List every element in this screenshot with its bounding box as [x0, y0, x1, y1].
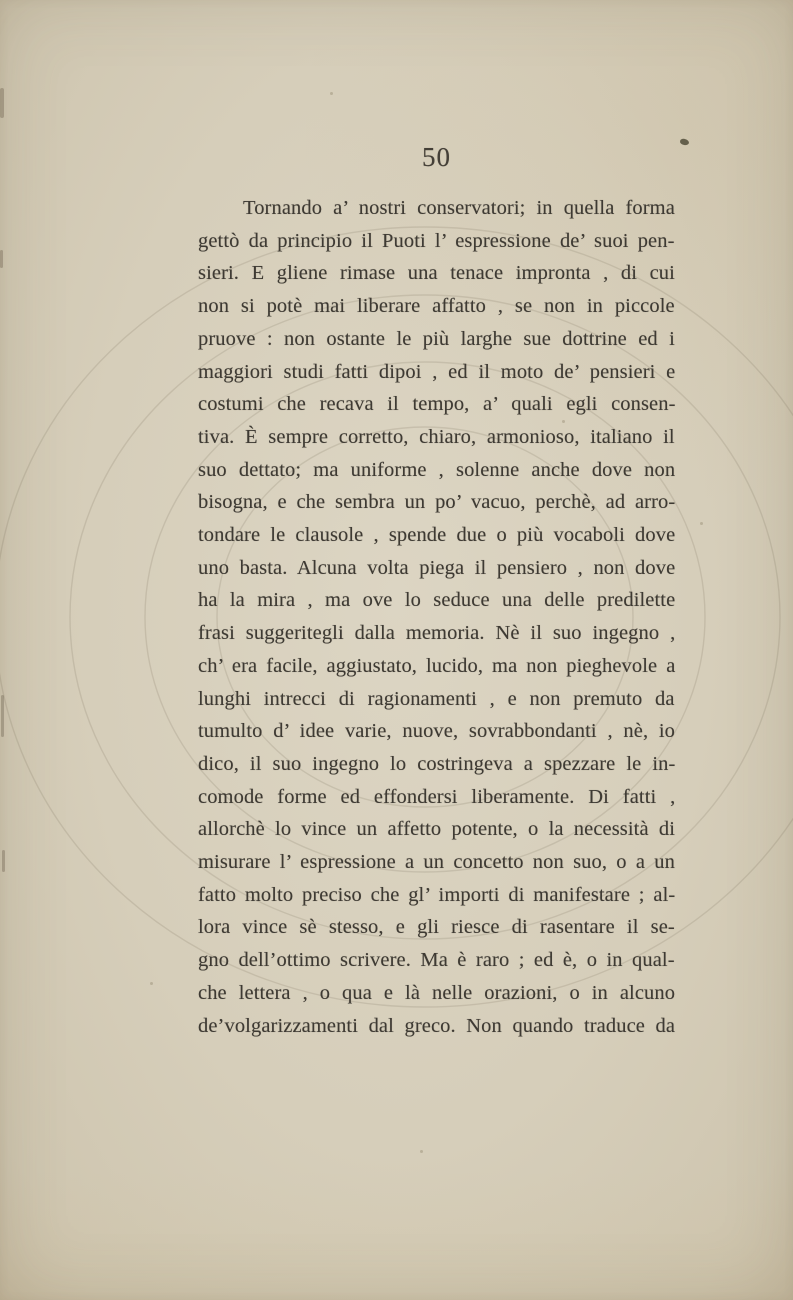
text-line: gettò da principio il Puoti l’ espressione de’ suoi pen- — [198, 229, 675, 252]
paper-speck — [150, 982, 153, 985]
text-line: lora vince sè stesso, e gli riesce di rasentare il se- — [198, 916, 675, 939]
text-line: tondare le clausole , spende due o più vocaboli dove — [198, 524, 676, 547]
text-line: ha la mira , ma ove lo seduce una delle predilette — [198, 589, 676, 612]
text-line: che lettera , o qua e là nelle orazioni, o in alcuno — [198, 981, 676, 1004]
text-line: costumi che recava il tempo, a’ quali egli consen- — [198, 393, 676, 416]
left-edge-mark — [0, 250, 3, 268]
text-block — [198, 192, 675, 1042]
text-line: tiva. È sempre corretto, chiaro, armonioso, italiano il — [198, 425, 675, 448]
text-line: Tornando a’ nostri conservatori; in quella forma — [243, 197, 675, 219]
text-line: comode forme ed effondersi liberamente. Di fatti , — [198, 785, 676, 808]
paper-speck — [420, 1150, 423, 1153]
text-line: de’volgarizzamenti dal greco. Non quando traduce da — [198, 1014, 676, 1037]
left-edge-mark — [0, 88, 4, 118]
left-edge-mark — [1, 695, 4, 737]
text-line: gno dell’ottimo scrivere. Ma è raro ; ed è, o in qual- — [198, 949, 675, 972]
left-edge-mark — [2, 850, 5, 872]
text-line: ch’ era facile, aggiustato, lucido, ma non pieghevole a — [198, 654, 676, 677]
text-line: suo dettato; ma uniforme , solenne anche dove non — [198, 458, 676, 481]
text-line: allorchè lo vince un affetto potente, o la necessità di — [198, 818, 676, 841]
text-line: pruove : non ostante le più larghe sue dottrine ed i — [198, 327, 675, 350]
paper-speck — [330, 92, 333, 95]
text-line: fatto molto preciso che gl’ importi di manifestare ; al- — [198, 883, 676, 906]
text-line: sieri. E gliene rimase una tenace impronta , di cui — [198, 262, 675, 285]
ink-speck — [679, 138, 689, 146]
text-line: dico, il suo ingegno lo costringeva a spezzare le in- — [198, 752, 676, 775]
text-line: bisogna, e che sembra un po’ vacuo, perchè, ad arro- — [198, 491, 676, 514]
page-number: 50 — [422, 142, 451, 172]
text-line: non si potè mai liberare affatto , se non in piccole — [198, 295, 675, 318]
text-line: frasi suggeritegli dalla memoria. Nè il suo ingegno , — [198, 622, 676, 645]
text-line: tumulto d’ idee varie, nuove, sovrabbondanti , nè, io — [198, 720, 676, 743]
text-line: maggiori studi fatti dipoi , ed il moto de’ pensieri e — [198, 360, 676, 383]
text-line: lunghi intrecci di ragionamenti , e non premuto da — [198, 687, 675, 710]
text-line: uno basta. Alcuna volta piega il pensiero , non dove — [198, 556, 676, 579]
text-line: misurare l’ espressione a un concetto non suo, o a un — [198, 851, 676, 874]
paper-speck — [700, 522, 703, 525]
